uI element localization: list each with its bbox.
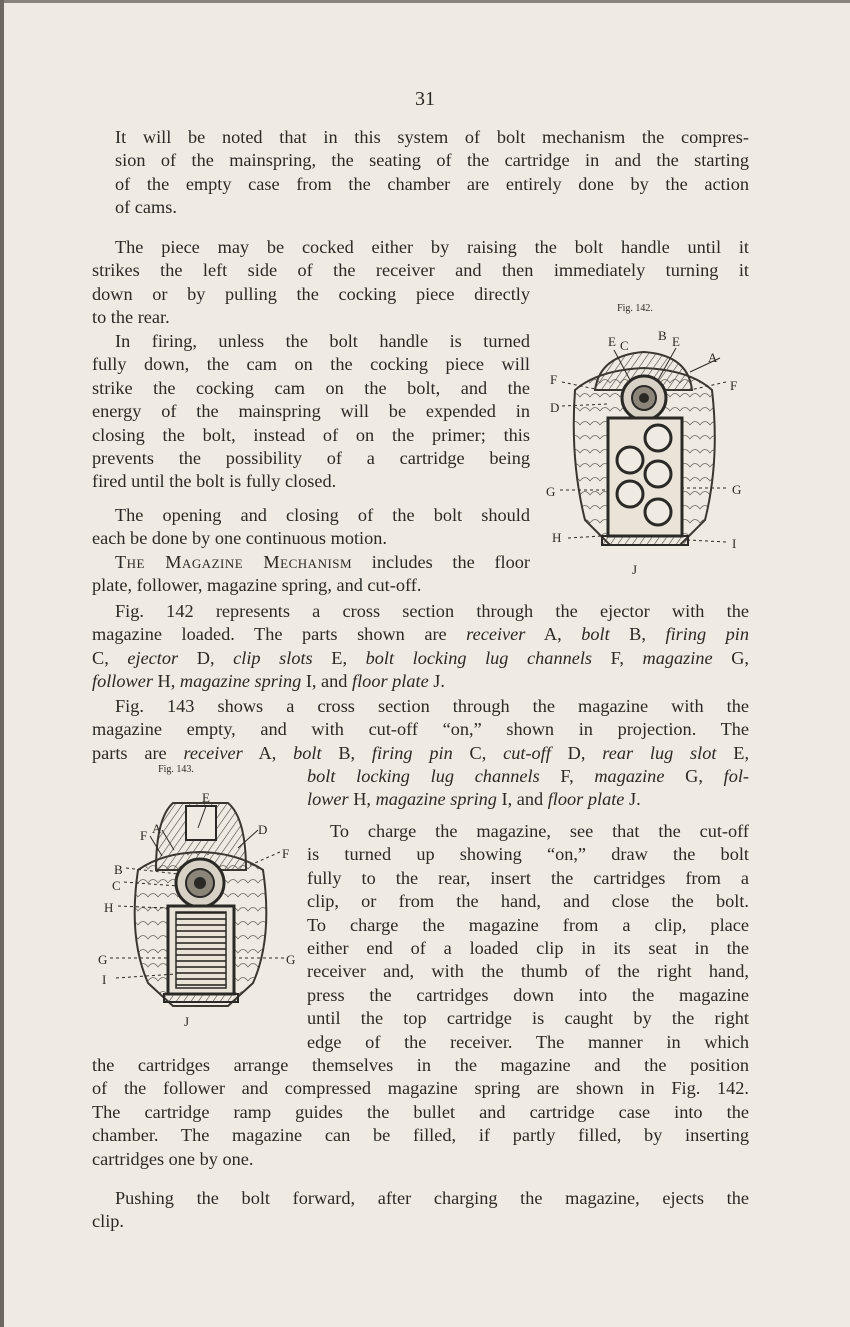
paragraph-firing [92, 330, 530, 494]
paragraph-cocking [92, 236, 749, 283]
text-run: F, [539, 766, 595, 786]
text-run: G, [712, 647, 749, 668]
term: receiver [466, 624, 526, 645]
text-line: closing the bolt, instead of on the primer; this [92, 424, 530, 445]
page-edge-top [0, 0, 850, 3]
text-run: D, [550, 742, 603, 763]
fig143-label: E [202, 790, 210, 805]
text-run: A, [242, 742, 294, 763]
text-line: Fig. 143 shows a cross section through the magazine with the [115, 696, 749, 716]
paragraph-fig143 [92, 695, 749, 765]
fig143-caption: Fig. 143. [158, 764, 194, 775]
fig142-caption: Fig. 142. [617, 303, 653, 314]
text-run: H, [348, 789, 376, 810]
text-line: either end of a loaded clip in its seat in the [307, 938, 749, 959]
fig142-label: J [632, 562, 638, 575]
term: bolt [293, 742, 322, 763]
term: follower [92, 671, 153, 692]
term: magazine spring [179, 671, 302, 692]
fig143-label: D [258, 822, 268, 837]
text-line: energy of the mainspring will be expended in [92, 401, 530, 422]
text-line [92, 551, 530, 574]
text-line: The piece may be cocked either by raising the bolt handle until it [115, 237, 749, 257]
text-run: B, [321, 742, 372, 763]
fig142-cross-section-illustration [540, 320, 745, 575]
term: floor plate [547, 789, 625, 810]
fig143-cross-section-illustration [98, 778, 303, 1028]
fig143-label: I [102, 972, 107, 987]
text-line: cartridges one by one. [92, 1148, 254, 1169]
fig143-label: F [140, 828, 148, 843]
page-edge-left [0, 0, 4, 1327]
text-run: J. [428, 671, 445, 692]
text-line: strikes the left side of the receiver and then immediately turning it [92, 260, 749, 281]
text-line: To charge the magazine from a clip, place [307, 914, 749, 935]
paragraph-bolt-cams [115, 126, 749, 220]
text-line: sion of the mainspring, the seating of the cartridge in and the starting [115, 150, 749, 171]
text-line: each be done by one continuous motion. [92, 528, 387, 549]
term: floor plate [352, 671, 429, 692]
text-line: press the cartridges down into the magazine [307, 984, 749, 1005]
fig142-label: F [550, 372, 558, 387]
paragraph-opening [92, 504, 530, 551]
paragraph-ejects-clip [92, 1187, 749, 1234]
text-line: of the empty case from the chamber are entirely done by the action [115, 173, 749, 194]
fig142-label: H [552, 530, 562, 545]
fig143-label: G [286, 952, 296, 967]
text-line [307, 765, 749, 788]
paragraph-magazine-mechanism [92, 551, 530, 598]
term: fol- [723, 766, 749, 786]
fig142-label: A [708, 350, 718, 365]
text-line: receiver and, with the thumb of the right hand, [307, 961, 749, 982]
fig142-label: B [658, 328, 667, 343]
term: rear lug slot [602, 742, 717, 763]
text-line: the cartridges arrange themselves in the magazine and the position [92, 1055, 749, 1075]
term: clip slots [233, 647, 313, 668]
text-line [92, 742, 749, 765]
fig143-label: C [112, 878, 121, 893]
text-run: J. [624, 789, 641, 810]
fig143-label: J [184, 1014, 190, 1028]
text-line: To charge the magazine, see that the cut-off [330, 821, 749, 841]
fig142-label: C [620, 338, 629, 353]
text-line: Fig. 142 represents a cross section through the ejector with the [115, 601, 749, 621]
text-line: until the top cartridge is caught by the right [307, 1008, 749, 1029]
text-line: clip, or from the hand, and close the bolt. [307, 891, 749, 912]
fig143-label: G [98, 952, 108, 967]
term: magazine [642, 647, 713, 668]
text-line: fired until the bolt is fully closed. [92, 471, 337, 492]
text-run: D, [178, 647, 234, 668]
text-run: G, [664, 766, 724, 786]
text-line: to the rear. [92, 307, 170, 328]
fig142-label: E [608, 334, 616, 349]
fig142-label: E [672, 334, 680, 349]
text-run: B, [609, 624, 666, 645]
term: magazine spring [375, 789, 497, 810]
text-line [307, 788, 749, 811]
text-run: parts are [92, 742, 184, 763]
text-run: H, [152, 671, 180, 692]
page-number: 31 [415, 88, 435, 110]
fig142-label: D [550, 400, 560, 415]
text-line: clip. [92, 1211, 124, 1232]
term: cut-off [503, 742, 551, 763]
text-line: The cartridge ramp guides the bullet and cartridge case into the [92, 1101, 749, 1122]
text-line: is turned up showing “on,” draw the bolt [307, 844, 749, 865]
term: lower [307, 789, 349, 810]
text-line: edge of the receiver. The manner in which [307, 1031, 749, 1052]
fig142-label: F [730, 378, 738, 393]
fig143-label: B [114, 862, 123, 877]
fig142-label: G [546, 484, 556, 499]
text-line: of cams. [115, 197, 177, 218]
fig143-label: A [152, 821, 162, 836]
term: firing pin [665, 624, 750, 645]
text-line: magazine empty, and with cut-off “on,” shown in projection. The [92, 719, 749, 740]
paragraph-fig142 [92, 600, 749, 694]
term: firing pin [371, 742, 453, 763]
text-run: includes the floor [352, 552, 530, 572]
term: magazine [594, 766, 665, 786]
term: bolt locking lug channels [365, 647, 593, 668]
text-line: of the follower and compressed magazine spring are shown in Fig. 142. [92, 1078, 749, 1099]
paragraph-fig143-cont [307, 765, 749, 812]
term: ejector [127, 647, 179, 668]
text-line [92, 623, 749, 646]
text-line: fully to the rear, insert the cartridges from a [307, 867, 749, 888]
text-run: E, [312, 647, 366, 668]
text-run: F, [592, 647, 643, 668]
text-run: C, [452, 742, 504, 763]
text-run: C, [92, 647, 128, 668]
text-line: The opening and closing of the bolt should [115, 505, 530, 525]
paragraph-charge-magazine [307, 820, 749, 1054]
text-line: fully down, the cam on the cocking piece will [92, 354, 530, 375]
paragraph-charge-magazine-cont [92, 1054, 749, 1171]
text-line: Pushing the bolt forward, after charging the magazine, ejects the [115, 1188, 749, 1208]
text-line: prevents the possibility of a cartridge being [92, 448, 530, 469]
text-line: plate, follower, magazine spring, and cut-off. [92, 575, 422, 596]
fig142-label: I [732, 536, 737, 551]
text-line: down or by pulling the cocking piece directly [92, 284, 530, 304]
text-run: I, and [301, 671, 353, 692]
paragraph-cocking-cont [92, 283, 530, 330]
text-line [92, 647, 749, 670]
section-lead: The Magazine Mechanism [115, 552, 353, 572]
text-line: In firing, unless the bolt handle is turned [115, 331, 530, 351]
text-run: magazine loaded. The parts shown are [92, 624, 467, 645]
text-line: strike the cocking cam on the bolt, and the [92, 377, 530, 398]
text-line [92, 670, 749, 693]
text-line: It will be noted that in this system of bolt mechanism the compres- [115, 127, 749, 147]
term: bolt [581, 624, 610, 645]
text-run: I, and [496, 789, 548, 810]
text-run: E, [716, 742, 750, 763]
fig143-label: F [282, 846, 290, 861]
text-run: A, [525, 624, 582, 645]
term: receiver [183, 742, 243, 763]
fig142-label: G [732, 482, 742, 497]
text-line: chamber. The magazine can be filled, if partly filled, by inserting [92, 1125, 749, 1146]
term: bolt locking lug channels [307, 766, 540, 786]
fig143-label: H [104, 900, 114, 915]
